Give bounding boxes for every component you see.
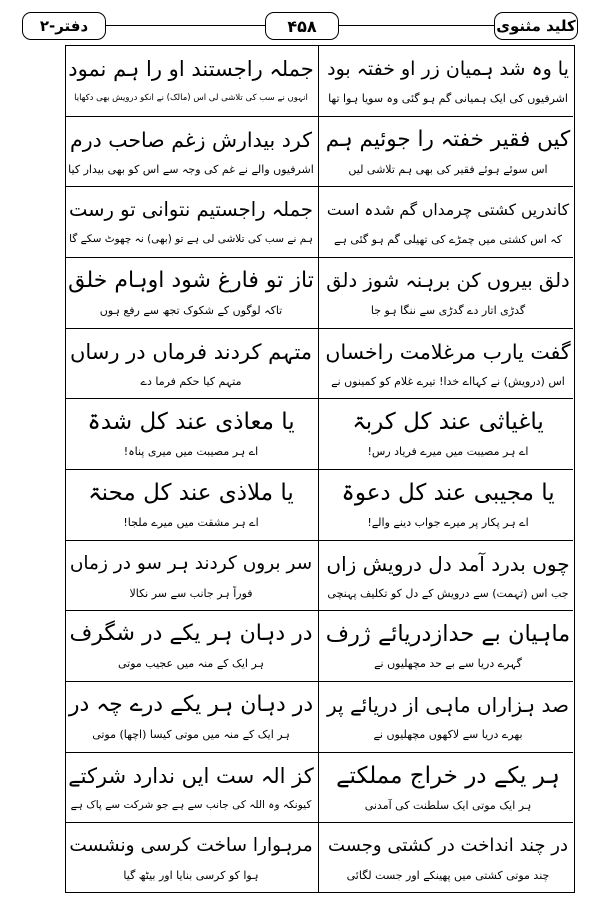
left-verse: مرہوارا ساخت کرسی ونشست	[69, 835, 313, 857]
left-verse: متہم کردند فرماں در رساں	[69, 339, 313, 364]
stanza-row	[66, 611, 573, 682]
stanza-row	[66, 117, 573, 188]
left-verse: در دہان ہر یکے درے چہ در	[68, 692, 314, 717]
left-verse: یا معاذی عند کل شدۃ	[87, 409, 295, 436]
right-verse: صد ہزاراں ماہی از دریائے پر	[326, 693, 569, 717]
left-verse: کرد بیدارش زغم صاحب درم	[70, 127, 312, 152]
right-verse: ماہیان بے حدازدریائے ژرف	[325, 621, 571, 648]
stanza-row	[66, 682, 573, 753]
left-translation: ہم نے سب کی تلاشی لی ہے تو (بھی) نہ چھوٹ سکے گا	[69, 233, 313, 246]
left-translation: تاکہ لوگوں کے شکوک تجھ سے رفع ہوں	[99, 304, 283, 317]
book-title-box: کلید مثنوی	[494, 12, 578, 40]
right-translation: اے ہر مصیبت میں میرے فریاد رس!	[367, 445, 529, 459]
left-translation: ہر ایک کے منہ میں عجیب موتی	[118, 657, 264, 671]
volume-label-box: دفتر-۲	[22, 12, 106, 40]
left-translation: انہوں نے سب کی تلاشی لی اس (مالک) نے انکو درویش بھی دکھایا	[74, 93, 308, 103]
page-header	[22, 8, 578, 44]
left-verse: جملہ راجستند او را ہم نمود	[68, 57, 314, 81]
left-translation: ہوا کو کرسی بنایا اور بیٹھ گیا	[123, 869, 259, 883]
left-translation: اشرفیوں والے نے غم کی وجہ سے اس کو بھی بیدار کیا	[68, 162, 314, 176]
stanza-row	[66, 46, 573, 117]
left-translation: فوراً ہر جانب سے سر نکالا	[129, 586, 253, 600]
right-translation: اس (درویش) نے کہااے خدا! تیرے غلام کو کمینوں نے	[331, 374, 565, 388]
right-verse: گفت یارب مرغلامت راخساں	[325, 339, 571, 364]
right-translation: چند موتی کشتی میں پھینکے اور جست لگائی	[346, 869, 550, 883]
right-translation: اس سوئے ہوئے فقیر کی بھی ہم تلاشی لیں	[348, 162, 548, 176]
stanza-row	[66, 329, 573, 400]
right-translation: گہرے دریا سے بے حد مچھلیوں نے	[374, 657, 522, 671]
left-translation: اے ہر مصیبت میں میری پناہ!	[123, 445, 259, 459]
left-translation: کیونکہ وہ اللہ کی جانب سے ہے جو شرکت سے پاک ہے	[70, 798, 312, 811]
right-translation: جب اس (تہمت) سے درویش کے دل کو تکلیف پہنچی	[327, 586, 569, 600]
left-verse: تاز تو فارغ شود اوہام خلق	[68, 268, 314, 293]
right-translation: اشرفیوں کی ایک ہمیانی گم ہو گئی وہ سویا ہوا تھا	[328, 92, 568, 105]
right-verse: دلق بیروں کن برہنہ شوز دلق	[326, 269, 570, 292]
header-rule-right	[337, 25, 496, 26]
right-translation: ہر ایک موتی ایک سلطنت کی آمدنی	[364, 798, 532, 812]
left-verse: یا ملاذی عند کل محنۃ	[88, 480, 294, 506]
right-verse: یاغیاثی عند کل کربۃ	[352, 409, 544, 436]
left-verse: جملہ راجستیم نتوانی تو رست	[69, 198, 313, 222]
right-translation: بھرے دریا سے لاکھوں مچھلیوں نے	[373, 728, 523, 741]
stanza-row	[66, 541, 573, 612]
stanza-row	[66, 187, 573, 258]
right-verse: چوں بدرد آمد دل درویش زاں	[326, 551, 570, 576]
left-translation: اے ہر مشقت میں میرے ملجا!	[123, 516, 259, 529]
stanza-row	[66, 823, 573, 894]
right-verse: یا مجیبی عند کل دعوۃ	[341, 480, 555, 506]
right-translation: کہ اس کشتی میں چمڑے کی تھیلی گم ہو گئی ہے	[334, 233, 562, 247]
right-verse: در چند انداخت در کشتی وجست	[328, 835, 568, 857]
left-translation: متہم کیا حکم فرما دے	[140, 374, 242, 388]
left-verse: کز الہ ست ایں ندارد شرکتے	[68, 763, 314, 788]
left-verse: سر بروں کردند ہر سو در زماں	[69, 552, 313, 574]
stanza-row	[66, 753, 573, 824]
stanza-row	[66, 399, 573, 470]
right-verse: ہر یکے در خراج مملکتے	[336, 762, 560, 789]
stanza-row	[66, 470, 573, 541]
right-translation: گدڑی اتار دے گدڑی سے ننگا ہو جا	[370, 304, 526, 317]
right-verse: کیں فقیر خفتہ را جوئیم ہم	[325, 126, 571, 152]
verse-table	[65, 45, 575, 893]
left-translation: ہر ایک کے منہ میں موتی کیسا (اچھا) موتی	[92, 728, 290, 741]
stanza-row	[66, 258, 573, 329]
right-verse: یا وہ شد ہمیان زر او خفتہ بود	[327, 58, 569, 80]
left-verse: در دہان ہر یکے در شگرف	[69, 621, 313, 647]
right-verse: کاندریں کشتی چرمداں گم شدہ است	[326, 201, 570, 220]
header-rule-left	[104, 25, 265, 26]
right-translation: اے ہر پکار پر میرے جواب دینے والے!	[367, 516, 529, 529]
page-number-box: ۴۵۸	[265, 12, 339, 40]
